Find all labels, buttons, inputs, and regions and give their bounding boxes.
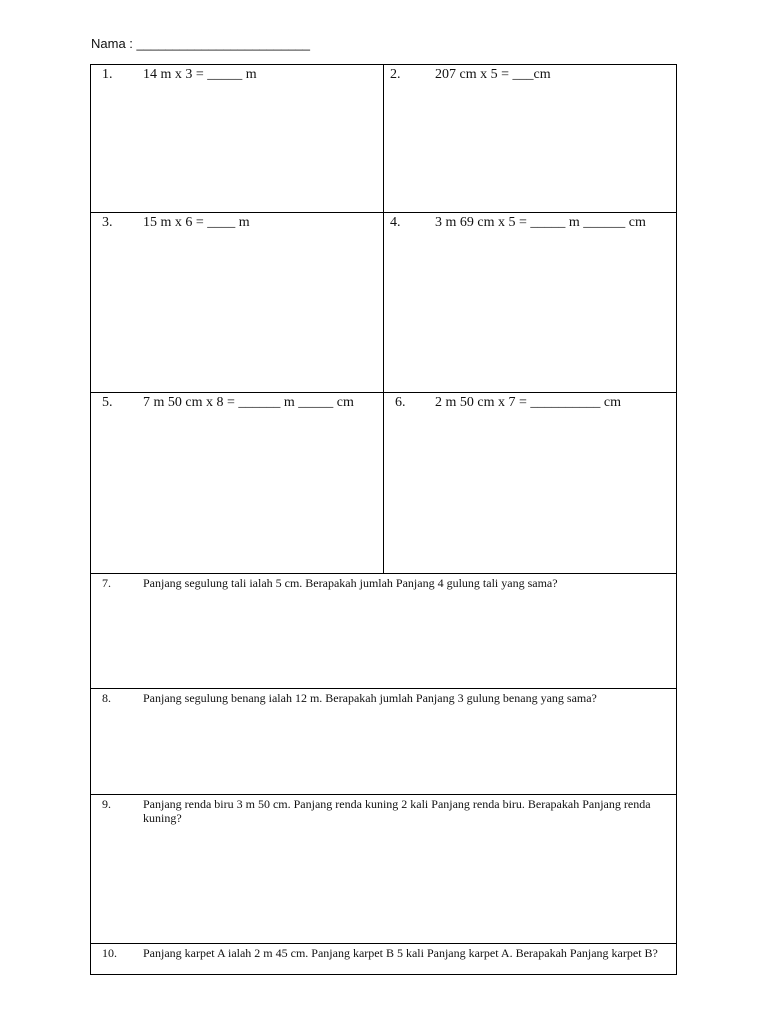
question-cell-10 (91, 944, 676, 974)
worksheet-table (90, 64, 677, 975)
question-cell-7 (91, 574, 676, 688)
question-text: 3 m 69 cm x 5 = _____ m ______ cm (435, 215, 646, 230)
question-text: Panjang renda biru 3 m 50 cm. Panjang renda kuning 2 kali Panjang renda biru. Berapakah Panjang renda kuning? (143, 797, 651, 825)
question-text: 7 m 50 cm x 8 = ______ m _____ cm (143, 395, 354, 410)
question-number: 1. (102, 67, 113, 82)
question-number: 2. (390, 67, 401, 82)
question-text: 207 cm x 5 = ___cm (435, 67, 551, 82)
question-number: 9. (102, 797, 111, 811)
table-row (91, 795, 676, 944)
question-cell-3 (91, 213, 384, 392)
question-cell-6 (384, 393, 676, 573)
question-number: 5. (102, 395, 113, 410)
question-cell-8 (91, 689, 676, 794)
question-text: Panjang segulung benang ialah 12 m. Berapakah jumlah Panjang 3 gulung benang yang sama? (143, 691, 597, 705)
question-text: Panjang karpet A ialah 2 m 45 cm. Panjang karpet B 5 kali Panjang karpet A. Berapakah Panjang karpet B? (143, 946, 658, 960)
question-number: 7. (102, 576, 111, 590)
question-text: 14 m x 3 = _____ m (143, 67, 257, 82)
question-number: 6. (395, 395, 406, 410)
table-row (91, 944, 676, 974)
question-cell-1 (91, 65, 384, 212)
table-row (91, 574, 676, 689)
question-cell-9 (91, 795, 676, 943)
question-number: 4. (390, 215, 401, 230)
question-text: Panjang segulung tali ialah 5 cm. Berapakah jumlah Panjang 4 gulung tali yang sama? (143, 576, 558, 590)
table-row (91, 393, 676, 574)
question-cell-5 (91, 393, 384, 573)
question-number: 3. (102, 215, 113, 230)
question-number: 8. (102, 691, 111, 705)
name-field-label: Nama : ________________________ (91, 36, 311, 51)
table-row (91, 213, 676, 393)
question-cell-4 (384, 213, 676, 392)
question-number: 10. (102, 946, 117, 960)
question-cell-2 (384, 65, 676, 212)
question-text: 2 m 50 cm x 7 = __________ cm (435, 395, 621, 410)
table-row (91, 689, 676, 795)
question-text: 15 m x 6 = ____ m (143, 215, 250, 230)
table-row (91, 65, 676, 213)
